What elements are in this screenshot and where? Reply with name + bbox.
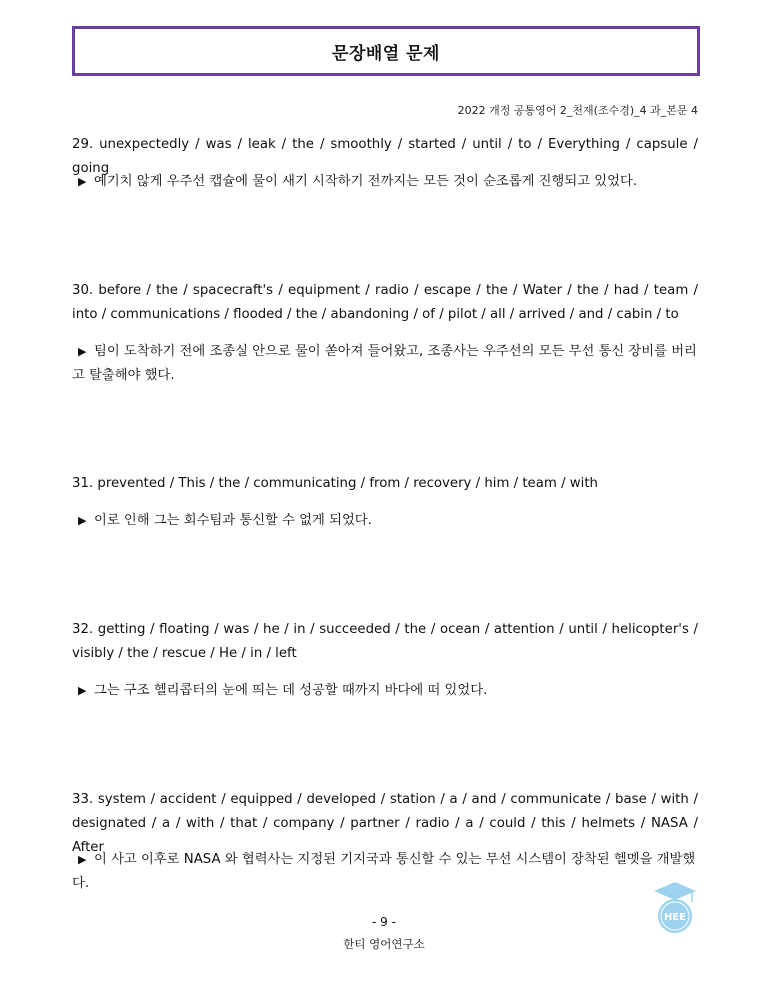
question-32-korean-text: 그는 구조 헬리콥터의 눈에 띄는 데 성공할 때까지 바다에 떠 있었다.: [94, 683, 488, 698]
question-33-words: 33. system / accident / equipped / developed / station / a / and / communicate / base / with / designated / a / with / that / company / partner / radio / a / could / this / helmets / NASA / After: [72, 792, 698, 855]
triangle-bullet-icon: ▶: [78, 345, 87, 358]
page-title: 문장배열 문제: [332, 43, 440, 64]
triangle-bullet-icon: ▶: [78, 175, 87, 188]
source-info: 2022 개정 공통영어 2_천재(조수경)_4 과_본문 4: [457, 104, 698, 117]
triangle-bullet-icon: ▶: [78, 514, 87, 527]
triangle-bullet-icon: ▶: [78, 853, 87, 866]
question-30-korean: [72, 340, 698, 388]
title-box: [72, 26, 700, 76]
page-number: - 9 -: [372, 915, 396, 929]
question-33-korean: [72, 848, 698, 896]
question-31-korean: [72, 509, 698, 533]
logo-text: HEE: [663, 912, 687, 923]
question-30-words: 30. before / the / spacecraft's / equipment / radio / escape / the / Water / the / had / team / into / communications / flooded / the / abandoning / of / pilot / all / arrived / and / cabin / to: [72, 283, 698, 322]
question-29-korean-text: 예기치 않게 우주선 캡슐에 물이 새기 시작하기 전까지는 모든 것이 순조롭게 진행되고 있었다.: [94, 174, 638, 189]
question-31-korean-text: 이로 인해 그는 회수팀과 통신할 수 없게 되었다.: [94, 513, 372, 528]
question-29-words: 29. unexpectedly / was / leak / the / smoothly / started / until / to / Everything / capsule / going: [72, 137, 698, 176]
question-31-words: 31. prevented / This / the / communicating / from / recovery / him / team / with: [72, 476, 598, 491]
triangle-bullet-icon: ▶: [78, 684, 87, 697]
question-33-korean-text: 이 사고 이후로 NASA 와 협력사는 지정된 기지국과 통신할 수 있는 무선 시스템이 장착된 헬멧을 개발했다.: [72, 852, 696, 891]
question-32-korean: [72, 679, 698, 703]
question-30-korean-text: 팀이 도착하기 전에 조종실 안으로 물이 쏟아져 들어왔고, 조종사는 우주선의 모든 무선 통신 장비를 버리고 탈출해야 했다.: [72, 344, 697, 383]
question-29-korean: [72, 170, 698, 194]
institute-name: 한티 영어연구소: [343, 937, 425, 951]
question-32-words: 32. getting / floating / was / he / in / succeeded / the / ocean / attention / until / helicopter's / visibly / the / rescue / He / in / left: [72, 622, 698, 661]
